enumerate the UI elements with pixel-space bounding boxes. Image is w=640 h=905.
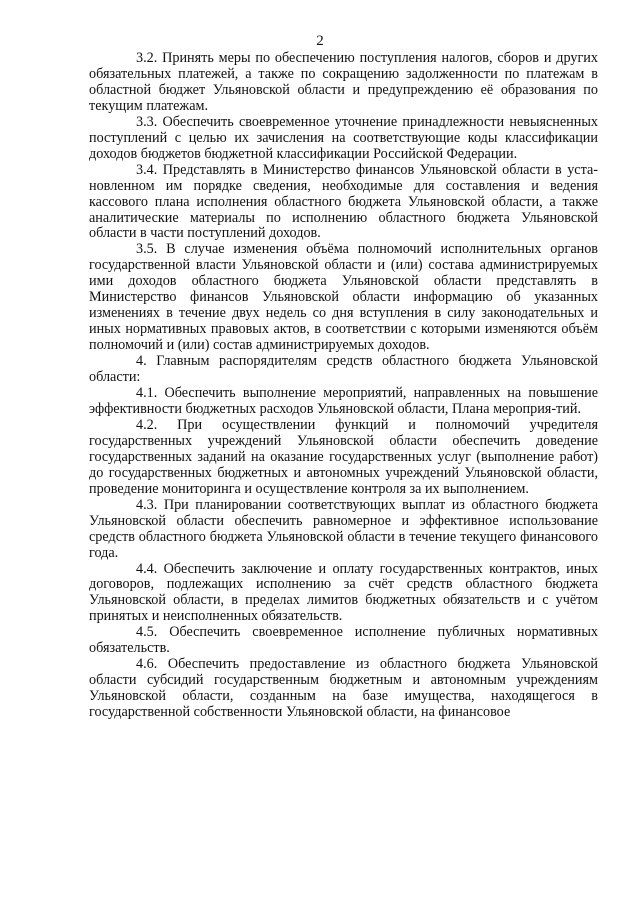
paragraph-4-5: 4.5. Обеспечить своевременное исполнение публичных нормативных обязательств. (89, 624, 598, 657)
paragraph-4-2: 4.2. При осуществлении функций и полномочий учредителя государственных учреждений Ульяновской области обеспечить доведение государственных заданий на оказание государственных услуг (выполнение работ) до государственных бюджетных и автономных учреждений Ульяновской области, проведение мониторинга и осуществление контроля за их выполнением. (89, 416, 598, 497)
paragraph-3-4: 3.4. Представлять в Министерство финансов Ульяновской области в уста-новленном им порядке сведения, необходимые для составления и ведения кассового плана исполнения областного бюджета Ульяновской области, а также аналитические материалы по исполнению областного бюджета Ульяновской области в части поступлений доходов. (89, 161, 598, 242)
paragraph-4-3: 4.3. При планировании соответствующих выплат из областного бюджета Ульяновской области обеспечить равномерное и эффективное использование средств областного бюджета Ульяновской области в течение текущего финансового года. (89, 496, 598, 561)
page-number: 2 (316, 33, 324, 49)
document-body (89, 51, 598, 721)
paragraph-4-6: 4.6. Обеспечить предоставление из областного бюджета Ульяновской области субсидий государственным бюджетным и автономным учреждениям Ульяновской области, созданным на базе имущества, находящегося в государственной собственности Ульяновской области, на финансовое (89, 656, 598, 721)
paragraph-4: 4. Главным распорядителям средств областного бюджета Ульяновской области: (89, 353, 598, 386)
paragraph-4-4: 4.4. Обеспечить заключение и оплату государственных контрактов, иных договоров, подлежащих исполнению за счёт средств областного бюджета Ульяновской области, в пределах лимитов бюджетных обязательств и с учётом принятых и неисполненных обязательств. (89, 560, 598, 625)
paragraph-3-2: 3.2. Принять меры по обеспечению поступления налогов, сборов и других обязательных платежей, а также по сокращению задолженности по платежам в областной бюджет Ульяновской области и предупреждению её образования по текущим платежам. (89, 50, 598, 114)
paragraph-3-5: 3.5. В случае изменения объёма полномочий исполнительных органов государственной власти Ульяновской области и (или) состава администрируемых ими доходов областного бюджета Ульяновской области представлять в Министерство финансов Ульяновской области информацию об указанных изменениях в течение двух недель со дня вступления в силу законодательных и иных нормативных правовых актов, в соответствии с которыми изменяются объём полномочий и (или) состав администрируемых доходов. (89, 241, 598, 354)
paragraph-4-1: 4.1. Обеспечить выполнение мероприятий, направленных на повышение эффективности бюджетных расходов Ульяновской области, Плана мероприя-тий. (89, 385, 598, 417)
paragraph-3-3: 3.3. Обеспечить своевременное уточнение принадлежности невыясненных поступлений с целью их зачисления на соответствующие коды классификации доходов бюджетов бюджетной классификации Российской Федерации. (89, 113, 598, 162)
